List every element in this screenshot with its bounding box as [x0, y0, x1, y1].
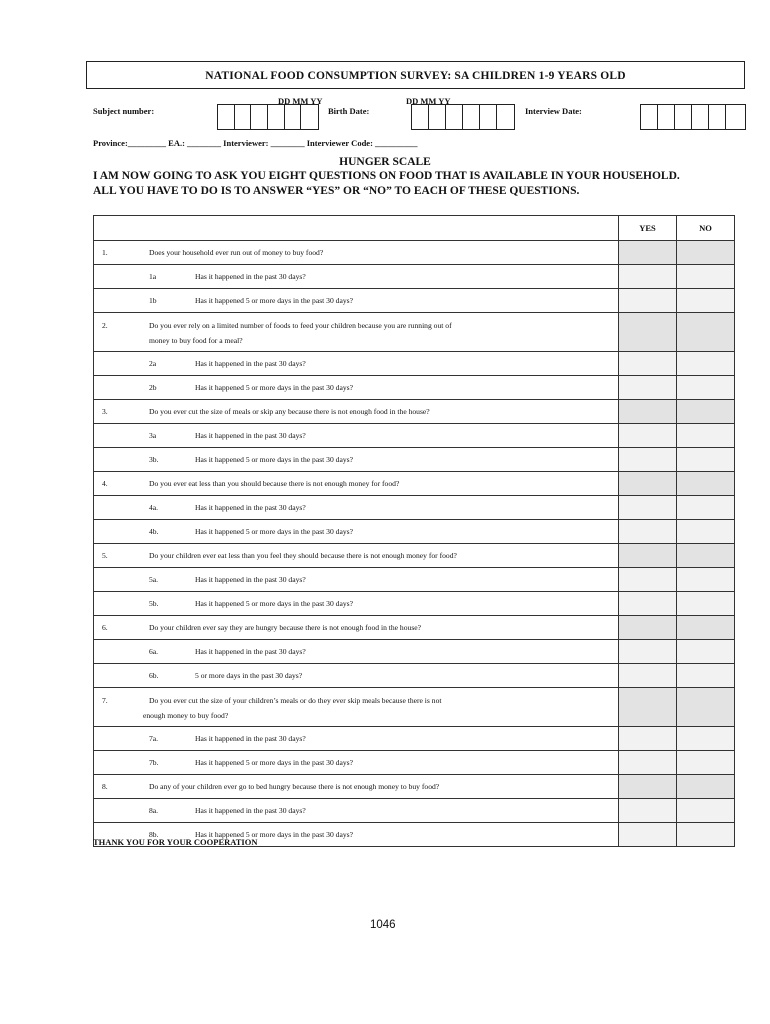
- no-answer-cell[interactable]: [677, 265, 735, 289]
- sub-question-text: Has it happened in the past 30 days?: [195, 359, 306, 368]
- sub-question-number: 5b.: [149, 599, 159, 608]
- sub-question-number: 1a: [149, 272, 157, 281]
- yes-column-header: YES: [619, 216, 677, 241]
- question-text: Do your children ever eat less than you feel they should because there is not enough money for food?: [149, 551, 457, 560]
- sub-question-text: 5 or more days in the past 30 days?: [195, 671, 303, 680]
- yes-answer-cell[interactable]: [619, 400, 677, 424]
- question-header-cell: [94, 216, 619, 241]
- sub-question-cell: [94, 520, 619, 544]
- sub-question-row: [94, 592, 735, 616]
- thank-you-note: THANK YOU FOR YOUR COOPERATION: [93, 837, 258, 847]
- no-answer-cell[interactable]: [677, 592, 735, 616]
- no-answer-cell[interactable]: [677, 727, 735, 751]
- sub-question-row: [94, 640, 735, 664]
- interview-date-format: DD MM YY: [406, 96, 451, 106]
- sub-question-row: [94, 424, 735, 448]
- yes-answer-cell[interactable]: [619, 496, 677, 520]
- sub-question-number: 8b.: [149, 830, 159, 839]
- question-cell: [94, 775, 619, 799]
- no-answer-cell[interactable]: [677, 799, 735, 823]
- question-row: [94, 472, 735, 496]
- sub-question-number: 5a.: [149, 575, 159, 584]
- sub-question-cell: [94, 751, 619, 775]
- question-text: Do any of your children ever go to bed hungry because there is not enough money to buy food?: [149, 782, 440, 791]
- sub-question-text: Has it happened 5 or more days in the past 30 days?: [195, 296, 353, 305]
- sub-question-text: Has it happened 5 or more days in the past 30 days?: [195, 527, 353, 536]
- yes-answer-cell[interactable]: [619, 520, 677, 544]
- yes-answer-cell[interactable]: [619, 751, 677, 775]
- sub-question-number: 4b.: [149, 527, 159, 536]
- yes-answer-cell[interactable]: [619, 313, 677, 352]
- question-number: 4.: [102, 479, 108, 488]
- yes-answer-cell[interactable]: [619, 616, 677, 640]
- question-row: [94, 241, 735, 265]
- subject-number-label: Subject number:: [93, 106, 155, 116]
- yes-answer-cell[interactable]: [619, 241, 677, 265]
- no-answer-cell[interactable]: [677, 496, 735, 520]
- question-number: 6.: [102, 623, 108, 632]
- sub-question-text: Has it happened in the past 30 days?: [195, 272, 306, 281]
- sub-question-text: Has it happened 5 or more days in the past 30 days?: [195, 758, 353, 767]
- question-number: 5.: [102, 551, 108, 560]
- hunger-scale-heading: HUNGER SCALE: [339, 156, 431, 168]
- question-row: [94, 313, 735, 352]
- sub-question-cell: [94, 664, 619, 688]
- no-answer-cell[interactable]: [677, 688, 735, 727]
- yes-answer-cell[interactable]: [619, 352, 677, 376]
- no-answer-cell[interactable]: [677, 544, 735, 568]
- sub-question-cell: [94, 592, 619, 616]
- yes-answer-cell[interactable]: [619, 424, 677, 448]
- question-cell: [94, 241, 619, 265]
- sub-question-text: Has it happened 5 or more days in the past 30 days?: [195, 830, 353, 839]
- sub-question-row: [94, 352, 735, 376]
- yes-answer-cell[interactable]: [619, 376, 677, 400]
- no-answer-cell[interactable]: [677, 751, 735, 775]
- sub-question-row: [94, 568, 735, 592]
- sub-question-number: 7b.: [149, 758, 159, 767]
- sub-question-row: [94, 376, 735, 400]
- question-text-continued: money to buy food for a meal?: [149, 336, 243, 345]
- question-row: [94, 400, 735, 424]
- birth-date-format: DD MM YY: [278, 96, 323, 106]
- yes-answer-cell[interactable]: [619, 289, 677, 313]
- sub-question-row: [94, 265, 735, 289]
- interview-date-label: Interview Date:: [525, 106, 582, 116]
- question-cell: [94, 400, 619, 424]
- no-column-header: NO: [677, 216, 735, 241]
- sub-question-text: Has it happened in the past 30 days?: [195, 734, 306, 743]
- no-answer-cell[interactable]: [677, 616, 735, 640]
- sub-question-number: 3a: [149, 431, 157, 440]
- sub-question-row: [94, 520, 735, 544]
- sub-question-text: Has it happened in the past 30 days?: [195, 503, 306, 512]
- no-answer-cell[interactable]: [677, 400, 735, 424]
- question-number: 2.: [102, 321, 108, 330]
- sub-question-text: Has it happened 5 or more days in the past 30 days?: [195, 383, 353, 392]
- sub-question-row: [94, 289, 735, 313]
- question-text: Does your household ever run out of money to buy food?: [149, 248, 324, 257]
- yes-answer-cell[interactable]: [619, 568, 677, 592]
- sub-question-cell: [94, 568, 619, 592]
- question-cell: [94, 472, 619, 496]
- sub-question-number: 6a.: [149, 647, 159, 656]
- subject-number-boxes[interactable]: [217, 104, 319, 130]
- no-answer-cell[interactable]: [677, 376, 735, 400]
- sub-question-cell: [94, 376, 619, 400]
- yes-answer-cell[interactable]: [619, 640, 677, 664]
- question-text: Do you ever rely on a limited number of foods to feed your children because you are running out of: [149, 321, 452, 330]
- sub-question-number: 3b.: [149, 455, 159, 464]
- survey-title: NATIONAL FOOD CONSUMPTION SURVEY: SA CHILDREN 1-9 YEARS OLD: [86, 61, 745, 89]
- question-row: [94, 544, 735, 568]
- question-row: [94, 616, 735, 640]
- sub-question-cell: [94, 289, 619, 313]
- yes-answer-cell[interactable]: [619, 799, 677, 823]
- yes-answer-cell[interactable]: [619, 664, 677, 688]
- birth-date-label: Birth Date:: [328, 106, 370, 116]
- sub-question-text: Has it happened 5 or more days in the past 30 days?: [195, 599, 353, 608]
- question-cell: [94, 688, 619, 727]
- sub-question-cell: [94, 496, 619, 520]
- question-text: Do your children ever say they are hungry because there is not enough food in the house?: [149, 623, 422, 632]
- sub-question-row: [94, 448, 735, 472]
- sub-question-row: [94, 664, 735, 688]
- question-cell: [94, 616, 619, 640]
- yes-answer-cell[interactable]: [619, 472, 677, 496]
- sub-question-cell: [94, 799, 619, 823]
- hunger-scale-table: [93, 215, 735, 847]
- question-row: [94, 775, 735, 799]
- no-answer-cell[interactable]: [677, 520, 735, 544]
- interview-date-boxes[interactable]: [640, 104, 746, 130]
- question-number: 8.: [102, 782, 108, 791]
- sub-question-text: Has it happened in the past 30 days?: [195, 431, 306, 440]
- no-answer-cell[interactable]: [677, 640, 735, 664]
- question-number: 1.: [102, 248, 108, 257]
- sub-question-text: Has it happened in the past 30 days?: [195, 806, 306, 815]
- instructions: I AM NOW GOING TO ASK YOU EIGHT QUESTIONS ON FOOD THAT IS AVAILABLE IN YOUR HOUSEHOLD. ALL YOU HAVE TO DO IS TO ANSWER “YES” OR “NO” TO EACH OF THESE QUESTIONS.: [93, 170, 680, 197]
- sub-question-number: 2a: [149, 359, 157, 368]
- question-row: [94, 688, 735, 727]
- sub-question-row: [94, 799, 735, 823]
- yes-answer-cell[interactable]: [619, 448, 677, 472]
- sub-question-cell: [94, 727, 619, 751]
- sub-question-number: 2b: [149, 383, 157, 392]
- question-text: Do you ever cut the size of your children’s meals or do they ever skip meals because there is not: [149, 696, 442, 705]
- question-cell: [94, 544, 619, 568]
- no-answer-cell[interactable]: [677, 424, 735, 448]
- sub-question-cell: [94, 424, 619, 448]
- no-answer-cell[interactable]: [677, 664, 735, 688]
- sub-question-cell: [94, 265, 619, 289]
- yes-answer-cell[interactable]: [619, 727, 677, 751]
- no-answer-cell[interactable]: [677, 289, 735, 313]
- yes-answer-cell[interactable]: [619, 823, 677, 847]
- no-answer-cell[interactable]: [677, 775, 735, 799]
- no-answer-cell[interactable]: [677, 313, 735, 352]
- question-text-continued: enough money to buy food?: [143, 711, 229, 720]
- sub-question-text: Has it happened in the past 30 days?: [195, 575, 306, 584]
- question-number: 7.: [102, 696, 108, 705]
- yes-answer-cell[interactable]: [619, 265, 677, 289]
- yes-answer-cell[interactable]: [619, 544, 677, 568]
- no-answer-cell[interactable]: [677, 472, 735, 496]
- no-answer-cell[interactable]: [677, 568, 735, 592]
- yes-answer-cell[interactable]: [619, 592, 677, 616]
- sub-question-text: Has it happened 5 or more days in the past 30 days?: [195, 455, 353, 464]
- yes-answer-cell[interactable]: [619, 775, 677, 799]
- no-answer-cell[interactable]: [677, 352, 735, 376]
- question-cell: [94, 313, 619, 352]
- sub-question-number: 4a.: [149, 503, 159, 512]
- question-number: 3.: [102, 407, 108, 416]
- no-answer-cell[interactable]: [677, 241, 735, 265]
- sub-question-number: 1b: [149, 296, 157, 305]
- yes-answer-cell[interactable]: [619, 688, 677, 727]
- page-number: 1046: [370, 919, 396, 931]
- sub-question-number: 7a.: [149, 734, 159, 743]
- birth-date-boxes[interactable]: [411, 104, 515, 130]
- sub-question-number: 6b.: [149, 671, 159, 680]
- sub-question-text: Has it happened in the past 30 days?: [195, 647, 306, 656]
- sub-question-cell: [94, 448, 619, 472]
- sub-question-cell: [94, 352, 619, 376]
- location-interviewer-line: Province:_________ EA.: ________ Interviewer: ________ Interviewer Code: __________: [93, 138, 418, 148]
- no-answer-cell[interactable]: [677, 448, 735, 472]
- sub-question-cell: [94, 640, 619, 664]
- sub-question-row: [94, 751, 735, 775]
- question-text: Do you ever eat less than you should because there is not enough money for food?: [149, 479, 400, 488]
- sub-question-row: [94, 496, 735, 520]
- question-text: Do you ever cut the size of meals or skip any because there is not enough food in the house?: [149, 407, 430, 416]
- sub-question-row: [94, 727, 735, 751]
- sub-question-number: 8a.: [149, 806, 159, 815]
- no-answer-cell[interactable]: [677, 823, 735, 847]
